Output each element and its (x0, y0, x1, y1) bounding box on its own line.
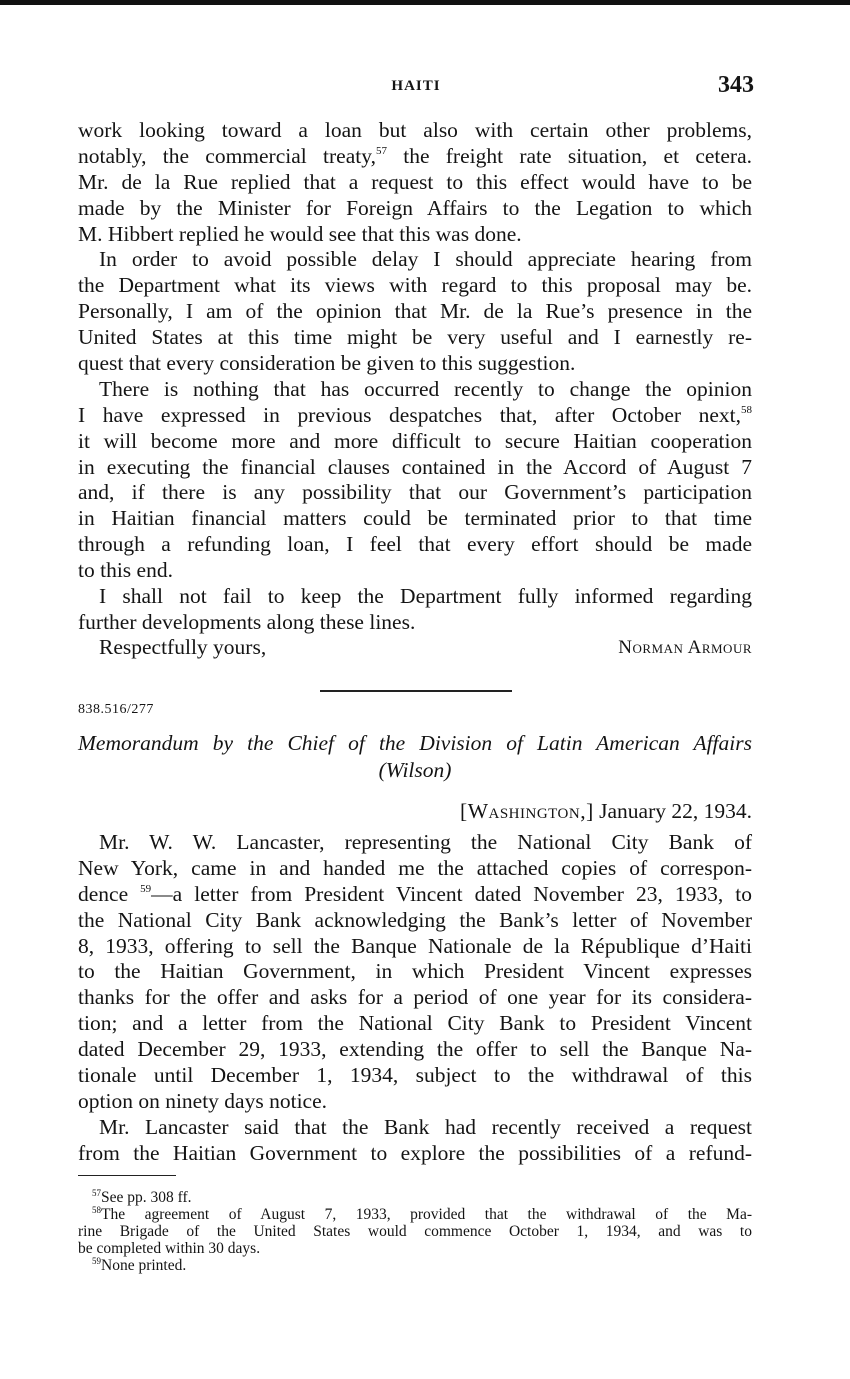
text-line: tionale until December 1, 1934, subject to the withdrawal of this (78, 1063, 752, 1088)
top-page-rule (0, 0, 850, 5)
text-line: from the Haitian Government to explore the possibilities of a refund- (78, 1140, 752, 1165)
text-line: tion; and a letter from the National City Bank to President Vincent (78, 1011, 752, 1036)
text-line: dence $^{59}$—a letter from President Vincent dated November 23, 1933, to (78, 881, 752, 906)
paragraph-lancaster-visit (78, 830, 752, 1115)
letter-closing (78, 635, 752, 663)
dateline-date: January 22, 1934. (593, 799, 752, 823)
section-divider (320, 690, 512, 692)
text-line: in Haitian financial matters could be terminated prior to that time (78, 506, 752, 531)
text-line: New York, came in and handed me the attached copies of correspon- (78, 855, 752, 880)
document-title-author: (Wilson) (378, 758, 452, 782)
footnote-58: $^{58}$The agreement of August 7, 1933, provided that the withdrawal of the Ma- (92, 1205, 752, 1223)
text-line: it will become more and more difficult to secure Haitian cooperation (78, 428, 752, 453)
text-line: the Department what its views with regard to this proposal may be. (78, 273, 752, 298)
footnotes (78, 1189, 752, 1274)
text-line: thanks for the offer and asks for a period of one year for its considera- (78, 985, 752, 1010)
footnote-ref-57: 57 (375, 144, 387, 157)
text-line: quest that every consideration be given to this suggestion. (78, 351, 576, 376)
document-title-line: Memorandum by the Chief of the Division of Latin American Affairs (78, 731, 752, 755)
text-line: option on ninety days notice. (78, 1088, 328, 1113)
text-line: Mr. Lancaster said that the Bank had recently received a request (99, 1114, 752, 1139)
text-line: I shall not fail to keep the Department fully informed regarding (99, 584, 752, 609)
text-line: In order to avoid possible delay I should appreciate hearing from (99, 247, 752, 272)
footnote-rule (78, 1175, 176, 1176)
footnote-59: $^{59}$None printed. (92, 1256, 187, 1274)
footnote-marker: 59 (92, 1256, 101, 1266)
text-line: 8, 1933, offering to sell the Banque Nationale de la République d’Haiti (78, 933, 752, 958)
footnote-marker: 57 (92, 1188, 101, 1198)
dateline (460, 799, 752, 824)
footnote-58-continued: rine Brigade of the United States would commence October 1, 1934, and was to (78, 1223, 752, 1240)
body-text-lower (78, 830, 752, 1167)
text-line: to this end. (78, 558, 173, 583)
footnote-ref-59: 59 (140, 882, 152, 895)
text-line: to the Haitian Government, in which President Vincent expresses (78, 959, 752, 984)
text-line: made by the Minister for Foreign Affairs to the Legation to which (78, 195, 752, 220)
text-line: Mr. de la Rue replied that a request to this effect would have to be (78, 169, 752, 194)
text-line: further developments along these lines. (78, 609, 416, 634)
paragraph-avoid-delay (78, 247, 752, 376)
file-number: 838.516/277 (78, 702, 154, 717)
text-line: United States at this time might be very useful and I earnestly re- (78, 325, 752, 350)
text-line: in executing the financial clauses contained in the Accord of August 7 (78, 454, 752, 479)
text-line: dated December 29, 1933, extending the offer to sell the Banque Na- (78, 1037, 752, 1062)
body-text-upper (78, 118, 752, 636)
complimentary-close: Respectfully yours, (99, 635, 267, 659)
text-line: the National City Bank acknowledging the Bank’s letter of November (78, 907, 752, 932)
text-line: notably, the commercial treaty,$^{57}$ the freight rate situation, et cetera. (78, 143, 752, 168)
paragraph-opinion (78, 377, 752, 584)
paragraph-keep-informed (78, 584, 752, 636)
page-number: 343 (718, 72, 754, 98)
document-title (78, 730, 752, 784)
signature: Norman Armour (618, 637, 752, 658)
paragraph-loan-work (78, 118, 752, 247)
text-line: I have expressed in previous despatches that, after October next,$^{58}$ (78, 402, 752, 427)
footnote-57: $^{57}$See pp. 308 ff. (92, 1188, 192, 1206)
paragraph-bank-request (78, 1115, 752, 1167)
running-head (78, 72, 754, 102)
text-line: Personally, I am of the opinion that Mr. de la Rue’s presence in the (78, 299, 752, 324)
text-line: Mr. W. W. Lancaster, representing the National City Bank of (99, 830, 752, 854)
footnote-58-continued: be completed within 30 days. (78, 1240, 261, 1257)
running-head-title: HAITI (391, 78, 441, 94)
text-line: through a refunding loan, I feel that every effort should be made (78, 532, 752, 557)
footnote-marker: 58 (92, 1205, 101, 1215)
text-line: There is nothing that has occurred recently to change the opinion (99, 376, 752, 401)
text-line: M. Hibbert replied he would see that this was done. (78, 221, 522, 246)
dateline-place: [Washington,] (460, 799, 594, 823)
footnote-ref-58: 58 (741, 403, 752, 416)
text-line: work looking toward a loan but also with certain other problems, (78, 118, 752, 142)
text-line: and, if there is any possibility that our Government’s participation (78, 480, 752, 505)
